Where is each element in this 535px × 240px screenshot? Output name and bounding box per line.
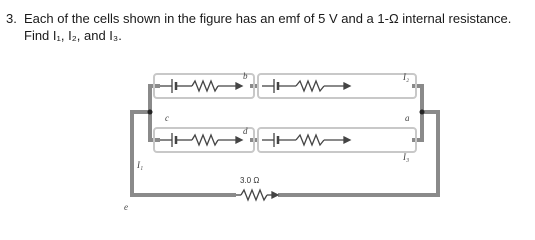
problem-text-line-1: Each of the cells shown in the figure has an emf of 5 V and a 1-Ω internal resistance. [24,11,512,26]
junctions [148,110,425,115]
resistor-external [241,190,267,200]
label-I1: I₁ [137,160,144,170]
resistor-top-left [192,81,218,91]
resistor-top-right [296,81,324,91]
arrow-bottom-left [236,137,242,143]
label-r-external: 3.0 Ω [240,176,260,185]
label-b: b [243,71,248,81]
wire-right-outer [278,112,438,195]
arrow-bottom-right [344,137,350,143]
node-c-dot [148,110,153,115]
arrow-external [272,192,278,198]
external-resistor-group [236,190,278,200]
resistor-bottom-left [192,135,218,145]
label-d: d [243,126,248,136]
problem-number: 3. [6,11,17,26]
arrow-top-right [344,83,350,89]
label-c: c [165,113,169,123]
label-I2: I₂ [403,72,410,82]
label-e: e [124,202,128,212]
node-a-dot [420,110,425,115]
arrow-top-left [236,83,242,89]
resistor-bottom-right [296,135,324,145]
wire-left-outer [132,112,236,195]
label-a: a [405,113,410,123]
problem-text-line-2: Find I₁, I₂, and I₃. [24,28,122,43]
label-I3: I₃ [403,152,410,162]
